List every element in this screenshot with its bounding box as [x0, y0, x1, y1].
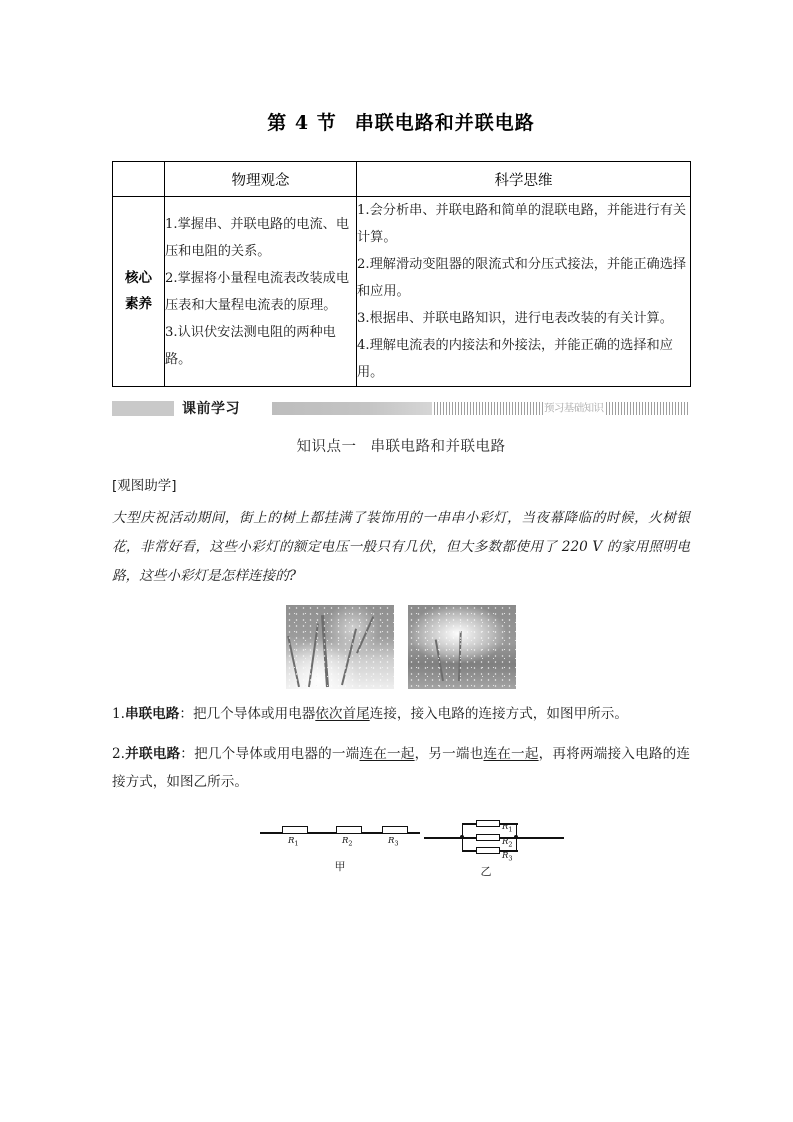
label-letter: R [288, 836, 295, 847]
photo-street-tree-lights [286, 605, 394, 689]
figure-caption-yi: 乙 [480, 865, 492, 879]
table-corner-cell [113, 162, 165, 197]
table-body-row [113, 197, 691, 387]
thinking-item-1: 1.会分析串、并联电路和简单的混联电路，并能进行有关计算。 [357, 203, 687, 246]
definition-2-text-middle: ，另一端也 [414, 745, 484, 762]
cell-physics-concept [165, 197, 357, 387]
figure-caption-jia: 甲 [334, 860, 346, 874]
header-scientific-thinking: 科学思维 [357, 162, 691, 197]
label-subscript: 1 [294, 840, 299, 849]
definition-2-number: 2. [112, 745, 125, 762]
definition-2-underlined-first: 连在一起 [359, 745, 415, 762]
row-label-line-2: 素养 [125, 295, 152, 312]
definition-1-number: 1. [112, 705, 125, 722]
banner-gradient-bar [272, 402, 432, 415]
photo-light-specks [286, 605, 394, 689]
reading-tag: [观图助学] [112, 478, 177, 495]
table-header-row [113, 162, 691, 197]
definition-1-term: 串联电路 [124, 705, 180, 722]
parallel-resistor-label-1 [502, 822, 513, 834]
physics-item-1: 1.掌握串、并联电路的电流、电压和电阻的关系。 [165, 216, 350, 259]
definition-1-colon: ： [179, 705, 193, 722]
definition-1-underlined: 依次首尾 [315, 705, 370, 722]
thinking-item-4: 4.理解电流表的内接法和外接法，并能正确的选择和应用。 [357, 338, 673, 381]
title-main: 串联电路和并联电路 [354, 112, 535, 134]
photo-glowing-tree-lights [408, 605, 516, 689]
knowledge-point-heading [112, 435, 690, 456]
banner-left-block [112, 401, 174, 416]
knowledge-point-title: 串联电路和并联电路 [370, 439, 506, 456]
title-prefix: 第 4 节 [267, 112, 337, 134]
series-resistor-label-3 [388, 836, 399, 848]
section-banner [112, 399, 690, 419]
definition-2-text-before: 把几个导体或用电器的一端 [194, 745, 360, 762]
definition-1-text-before: 把几个导体或用电器 [192, 705, 316, 722]
definition-2-underlined-second: 连在一起 [483, 745, 539, 762]
reading-paragraph: 大型庆祝活动期间，街上的树上都挂满了装饰用的一串串小彩灯，当夜幕降临的时候，火树银花，非常好看，这些小彩灯的额定电压一般只有几伏，但大多数都使用了 220 V 的家用照明电路，这些小彩灯是怎样连接的? [112, 510, 690, 585]
label-subscript: 3 [394, 840, 399, 849]
page-title [112, 108, 690, 135]
thinking-item-3: 3.根据串、并联电路知识，进行电表改装的有关计算。 [357, 311, 673, 327]
physics-item-3: 3.认识伏安法测电阻的两种电路。 [165, 324, 336, 367]
label-subscript: 3 [508, 855, 513, 864]
label-subscript: 1 [508, 826, 513, 835]
knowledge-point-label: 知识点一 [296, 439, 357, 456]
label-letter: R [342, 836, 349, 847]
label-letter: R [502, 837, 509, 848]
banner-stripe-right [606, 402, 690, 415]
label-letter: R [502, 851, 509, 862]
header-physics-concept: 物理观念 [165, 162, 357, 197]
core-literacy-table [112, 161, 691, 387]
page-content [112, 0, 690, 892]
parallel-resistor-label-2 [502, 837, 513, 849]
series-resistor-label-2 [342, 836, 353, 848]
label-subscript: 2 [508, 841, 513, 850]
parallel-node-left [460, 835, 464, 839]
row-label-core-literacy [113, 197, 165, 387]
series-resistor-label-1 [288, 836, 299, 848]
definition-2-term: 并联电路 [124, 745, 181, 762]
banner-faint-text: 预习基础知识 [544, 402, 604, 415]
photo-group [112, 605, 690, 689]
definition-parallel-circuit [112, 741, 690, 797]
parallel-resistor-label-3 [502, 851, 513, 863]
physics-item-2: 2.掌握将小量程电流表改装成电压表和大量程电流表的原理。 [165, 270, 350, 313]
label-subscript: 2 [348, 840, 353, 849]
cell-scientific-thinking [357, 197, 691, 387]
banner-title: 课前学习 [182, 401, 240, 418]
thinking-item-2: 2.理解滑动变阻器的限流式和分压式接法，并能正确选择和应用。 [357, 257, 687, 300]
label-letter: R [388, 836, 395, 847]
label-letter: R [502, 822, 509, 833]
photo-light-specks [408, 605, 516, 689]
definition-2-text-after: ，再将两端接入电路的连接方式，如图乙所示。 [112, 745, 691, 790]
definition-2-colon: ： [180, 745, 195, 762]
parallel-node-right [514, 835, 518, 839]
definition-series-circuit [112, 701, 690, 729]
definition-1-text-after: 连接，接入电路的连接方式，如图甲所示。 [369, 705, 628, 722]
banner-stripe-left [434, 402, 544, 415]
circuit-figures [112, 818, 690, 892]
row-label-line-1: 核心 [125, 270, 152, 287]
